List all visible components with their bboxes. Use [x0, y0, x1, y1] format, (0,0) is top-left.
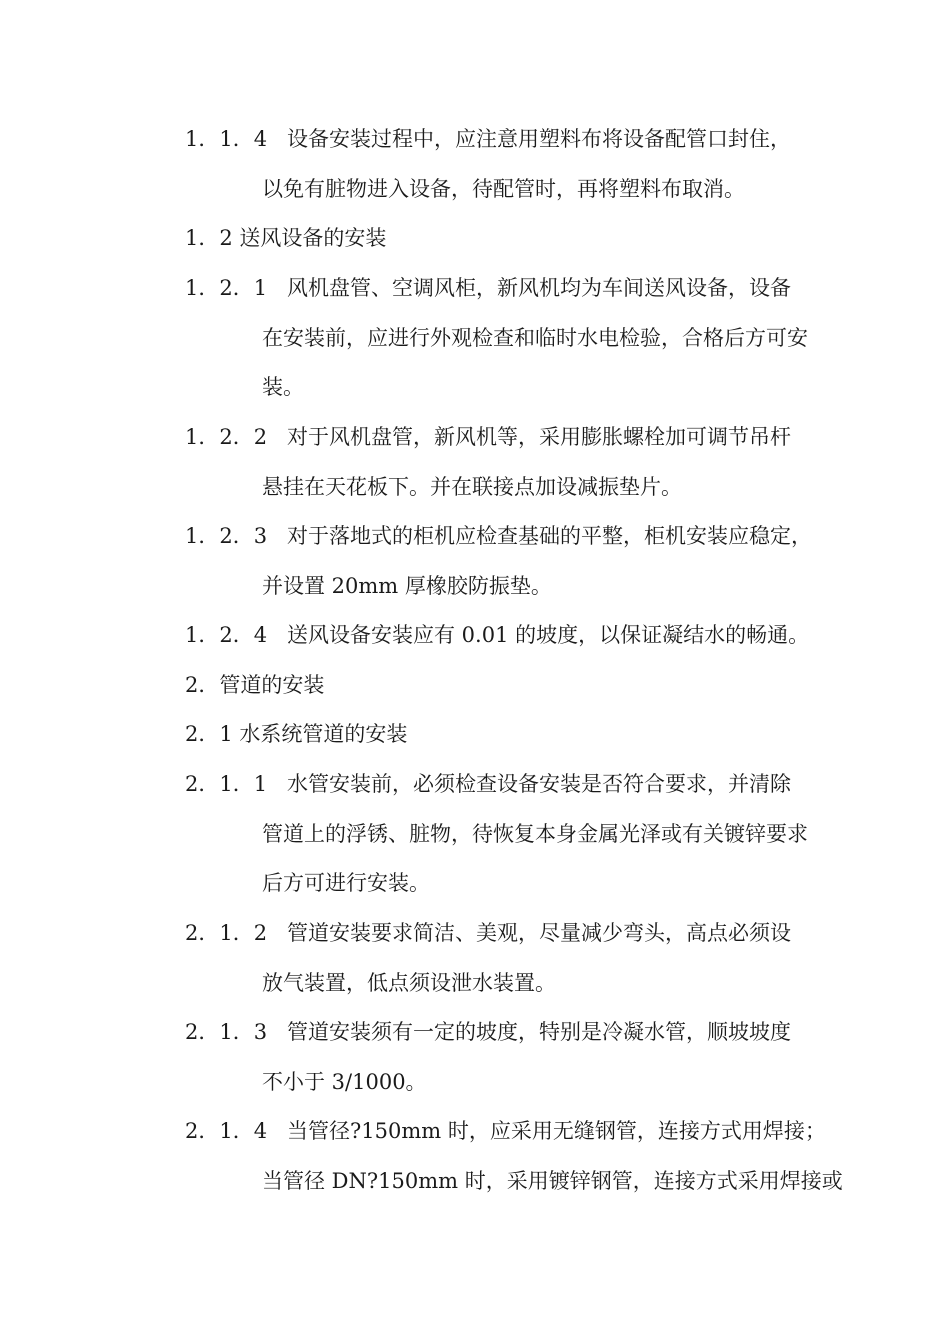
clause-text: 设备安装过程中，应注意用塑料布将设备配管口封住， — [287, 127, 791, 151]
clause-text: 送风设备安装应有 0.01 的坡度，以保证凝结水的畅通。 — [287, 623, 810, 647]
clause-text: 风机盘管、空调风柜，新风机均为车间送风设备，设备 — [287, 276, 791, 300]
clause-1-2-3 — [185, 512, 845, 611]
section-heading: 1．2 送风设备的安装 — [185, 226, 387, 250]
section-heading-2-1 — [185, 710, 845, 760]
clause-number: 1．2．3 — [185, 524, 268, 548]
clause-text: 当管径 DN?150mm 时，采用镀锌钢管，连接方式采用焊接或 — [262, 1168, 843, 1193]
clause-text: 管道安装须有一定的坡度，特别是冷凝水管，顺坡坡度 — [287, 1020, 791, 1044]
clause-text: 管道安装要求简洁、美观，尽量减少弯头，高点必须设 — [287, 921, 791, 945]
clause-text: 不小于 3/1000。 — [262, 1069, 427, 1094]
clause-text: 后方可进行安装。 — [262, 871, 430, 896]
clause-text: 管道上的浮锈、脏物，待恢复本身金属光泽或有关镀锌要求 — [262, 821, 808, 846]
clause-number: 1．2．4 — [185, 623, 268, 647]
clause-number: 2．1．1 — [185, 772, 268, 796]
clause-number: 2．1．3 — [185, 1020, 268, 1044]
clause-2-1-4 — [185, 1107, 845, 1206]
clause-number: 2．1．4 — [185, 1119, 268, 1143]
section-heading-2 — [185, 661, 845, 711]
clause-text: 以免有脏物进入设备，待配管时，再将塑料布取消。 — [262, 176, 745, 201]
clause-1-2-4 — [185, 611, 845, 661]
clause-1-2-1 — [185, 264, 845, 413]
clause-2-1-2 — [185, 909, 845, 1008]
clause-number: 1．2．1 — [185, 276, 268, 300]
clause-number: 1．2．2 — [185, 425, 268, 449]
clause-text: 对于风机盘管，新风机等，采用膨胀螺栓加可调节吊杆 — [287, 425, 791, 449]
section-heading: 2．1 水系统管道的安装 — [185, 722, 408, 746]
section-heading: 2．管道的安装 — [185, 673, 325, 697]
clause-text: 悬挂在天花板下。并在联接点加设减振垫片。 — [262, 474, 682, 499]
section-heading-1-2 — [185, 214, 845, 264]
clause-text: 水管安装前，必须检查设备安装是否符合要求，并清除 — [287, 772, 791, 796]
clause-number: 2．1．2 — [185, 921, 268, 945]
clause-2-1-3 — [185, 1008, 845, 1107]
clause-number: 1．1．4 — [185, 127, 268, 151]
clause-2-1-1 — [185, 760, 845, 909]
clause-text: 放气装置，低点须设泄水装置。 — [262, 970, 556, 995]
clause-text: 装。 — [262, 375, 304, 400]
clause-text: 并设置 20mm 厚橡胶防振垫。 — [262, 573, 552, 598]
clause-1-2-2 — [185, 413, 845, 512]
clause-text: 对于落地式的柜机应检查基础的平整，柜机安装应稳定， — [287, 524, 812, 548]
clause-text: 当管径?150mm 时，应采用无缝钢管，连接方式用焊接； — [287, 1119, 826, 1143]
clause-1-1-4 — [185, 115, 845, 214]
clause-text: 在安装前，应进行外观检查和临时水电检验，合格后方可安 — [262, 325, 808, 350]
